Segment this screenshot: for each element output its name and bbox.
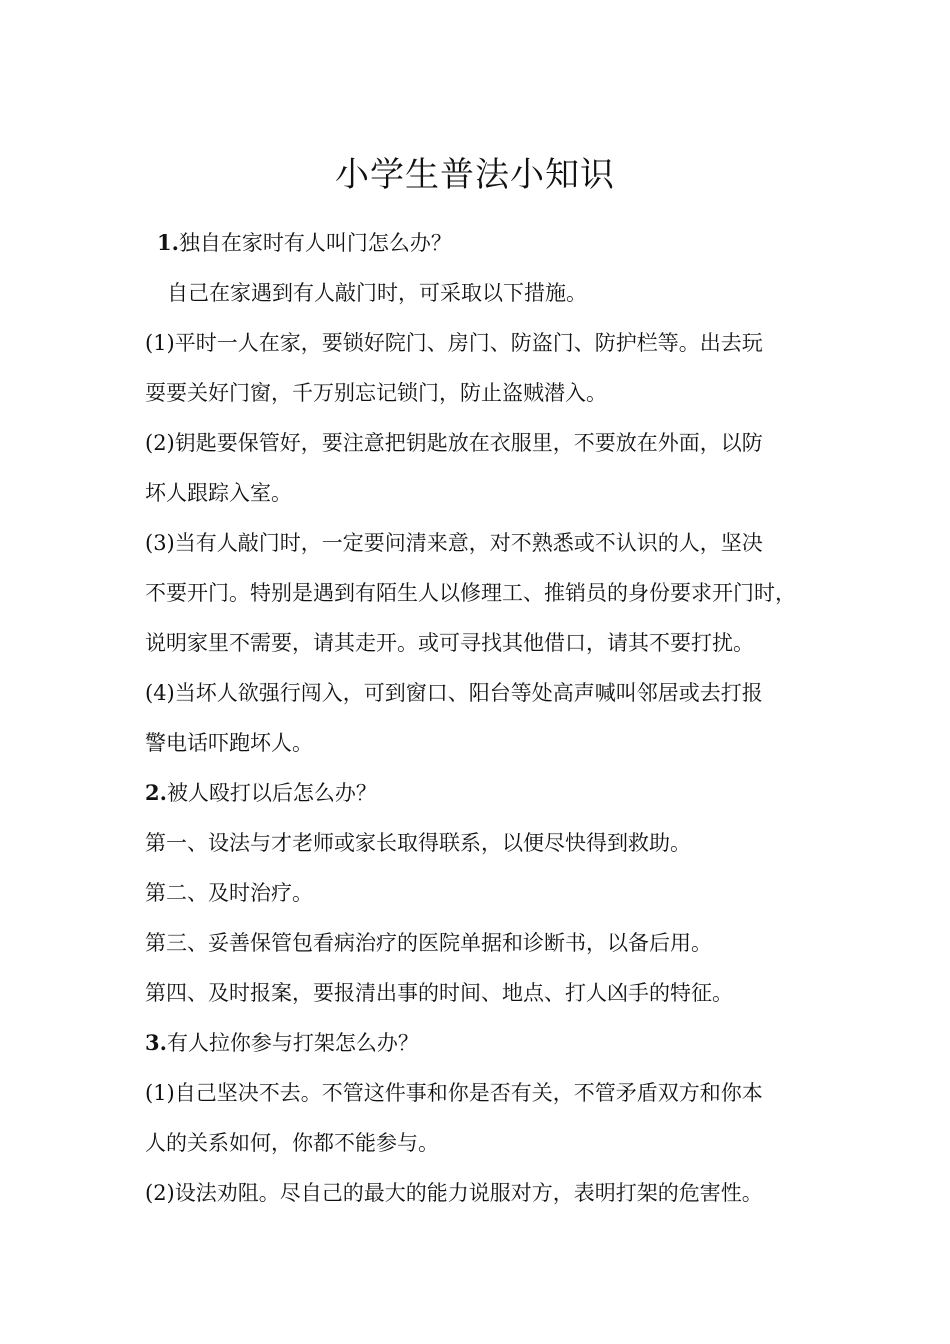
paragraph-line: (2)钥匙要保管好，要注意把钥匙放在衣服里，不要放在外面，以防 — [145, 431, 763, 455]
section-heading-text: 被人殴打以后怎么办？ — [166, 781, 377, 805]
section-number: 2. — [145, 780, 167, 805]
page-title: 小学生普法小知识 — [335, 155, 615, 195]
section-heading — [145, 768, 815, 818]
section-heading — [145, 218, 815, 268]
paragraph-line: (4)当坏人欲强行闯入，可到窗口、阳台等处高声喊叫邻居或去打报 — [145, 681, 763, 705]
section-heading — [145, 1018, 815, 1068]
paragraph-line: (1)平时一人在家，要锁好院门、房门、防盗门、防护栏等。出去玩 — [145, 331, 763, 355]
section-number: 1. — [157, 230, 179, 255]
paragraph-line: 第二、及时治疗。 — [145, 881, 313, 905]
paragraph-line: 人的关系如何，你都不能参与。 — [145, 1131, 439, 1155]
section-heading-text: 独自在家时有人叫门怎么办？ — [178, 231, 452, 255]
section-heading-text: 有人拉你参与打架怎么办？ — [166, 1031, 419, 1055]
paragraph-line: 第三、妥善保管包看病治疗的医院单据和诊断书，以备后用。 — [145, 931, 712, 955]
paragraph-line: (2)设法劝阻。尽自己的最大的能力说服对方，表明打架的危害性。 — [145, 1181, 763, 1205]
paragraph-line: 坏人跟踪入室。 — [145, 481, 292, 505]
paragraph-line: 耍要关好门窗，千万别忘记锁门，防止盗贼潜入。 — [145, 381, 607, 405]
paragraph-line: 说明家里不需要，请其走开。或可寻找其他借口，请其不要打扰。 — [145, 631, 754, 655]
paragraph-line: 第四、及时报案，要报清出事的时间、地点、打人凶手的特征。 — [145, 981, 733, 1005]
paragraph-line: (3)当有人敲门时，一定要问清来意，对不熟悉或不认识的人，坚决 — [145, 531, 763, 555]
document-body — [145, 218, 815, 1218]
paragraph-line: 自己在家遇到有人敲门时，可采取以下措施。 — [167, 281, 587, 305]
paragraph-line: 警电话吓跑坏人。 — [145, 731, 313, 755]
paragraph-line: 不要开门。特别是遇到有陌生人以修理工、推销员的身份要求开门时， — [145, 581, 796, 605]
section-number: 3. — [145, 1030, 167, 1055]
paragraph-line: 第一、设法与才老师或家长取得联系，以便尽快得到救助。 — [145, 831, 691, 855]
paragraph-line: (1)自己坚决不去。不管这件事和你是否有关，不管矛盾双方和你本 — [145, 1081, 763, 1105]
